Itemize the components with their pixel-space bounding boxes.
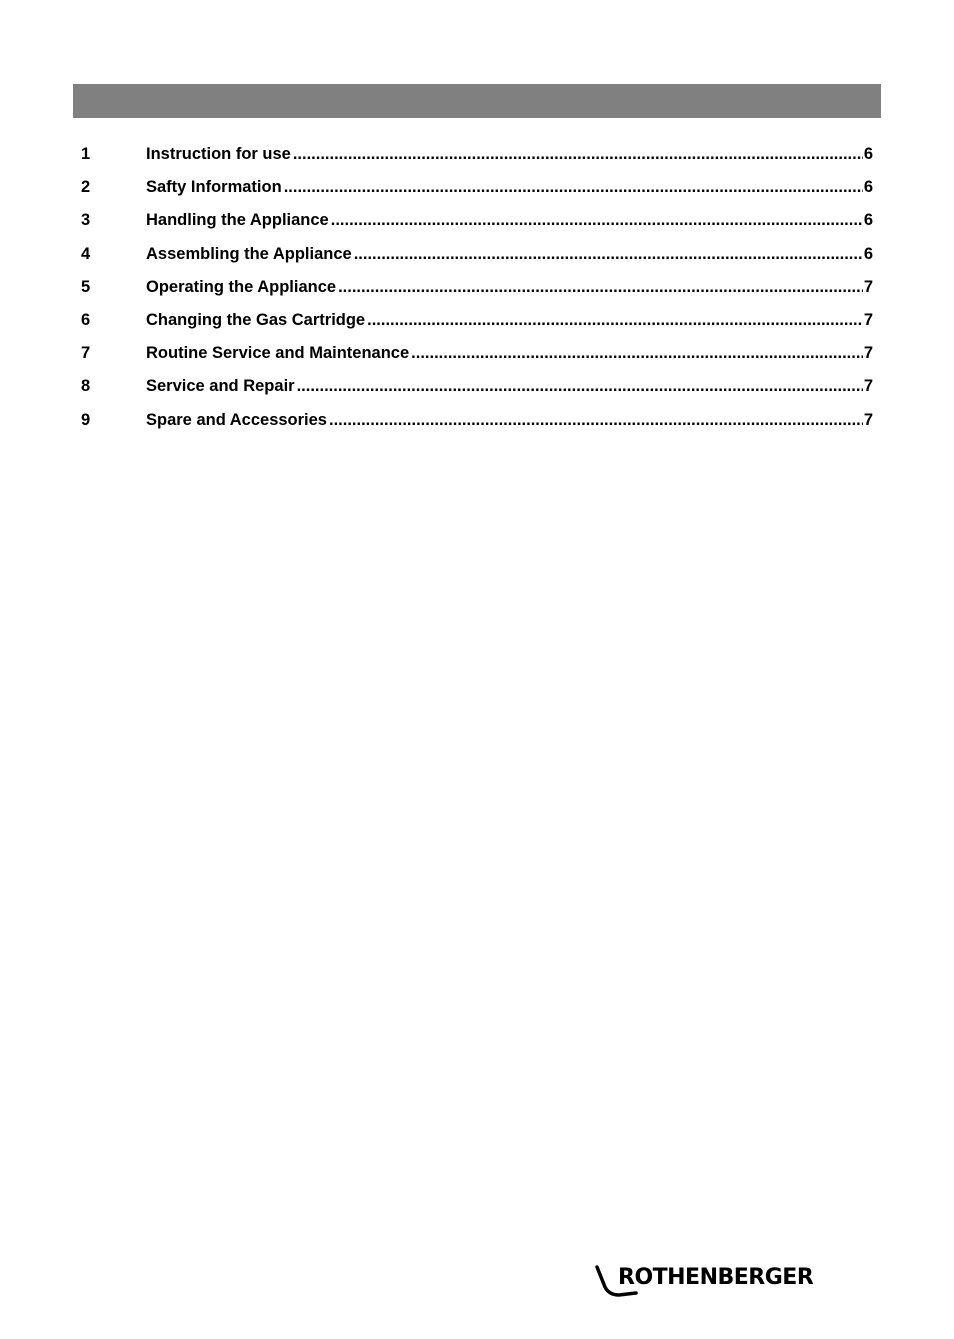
toc-entry-7[interactable]: [81, 342, 873, 375]
toc-title: Service and Repair: [146, 377, 295, 396]
toc-title: Routine Service and Maintenance: [146, 344, 410, 363]
toc-number: 1: [81, 145, 91, 163]
header-bar: [73, 84, 881, 118]
toc-leader: [338, 276, 863, 298]
toc-title: Spare and Accessories: [146, 410, 327, 429]
toc-leader: [293, 143, 863, 165]
toc-leader: [329, 409, 863, 431]
toc-number: 3: [81, 211, 91, 230]
toc-page-number: 7: [863, 410, 873, 429]
toc-title: Changing the Gas Cartridge: [146, 310, 366, 329]
toc-leader: [367, 309, 863, 331]
toc-leader: [354, 243, 863, 265]
toc-title: Safty Information: [146, 178, 282, 197]
toc-entry-1[interactable]: [81, 143, 873, 176]
toc-entry-4[interactable]: [81, 243, 873, 276]
toc-page-number: 6: [863, 178, 873, 197]
toc-page-number: 7: [863, 344, 873, 363]
toc-entry-5[interactable]: [81, 276, 873, 309]
toc-leader: [411, 342, 863, 364]
toc-number: 9: [81, 410, 91, 429]
toc-page-number: 6: [863, 211, 873, 230]
toc-number: 8: [81, 377, 91, 396]
toc-entry-9[interactable]: [81, 409, 873, 442]
toc-page-number: 6: [863, 244, 873, 263]
toc-entry-2[interactable]: [81, 176, 873, 209]
toc-leader: [284, 176, 863, 198]
logo-wordmark: ROTHENBERGER: [618, 1265, 814, 1290]
toc-page-number: 7: [863, 377, 873, 396]
toc-title: Instruction for use: [146, 145, 291, 163]
toc-leader: [297, 375, 863, 397]
toc-leader: [331, 209, 863, 231]
toc-number: 4: [81, 244, 91, 263]
toc-title: Handling the Appliance: [146, 211, 329, 230]
table-of-contents: [81, 143, 873, 442]
toc-number: 5: [81, 277, 91, 296]
toc-entry-8[interactable]: [81, 375, 873, 408]
toc-page-number: 7: [863, 310, 873, 329]
toc-title: Operating the Appliance: [146, 277, 337, 296]
toc-number: 7: [81, 344, 91, 363]
toc-page-number: 7: [863, 277, 873, 296]
toc-number: 2: [81, 178, 91, 197]
toc-page-number: 6: [863, 145, 873, 163]
toc-title: Assembling the Appliance: [146, 244, 352, 263]
toc-entry-6[interactable]: [81, 309, 873, 342]
toc-entry-3[interactable]: [81, 209, 873, 242]
toc-number: 6: [81, 310, 91, 329]
rothenberger-logo: [594, 1262, 834, 1302]
